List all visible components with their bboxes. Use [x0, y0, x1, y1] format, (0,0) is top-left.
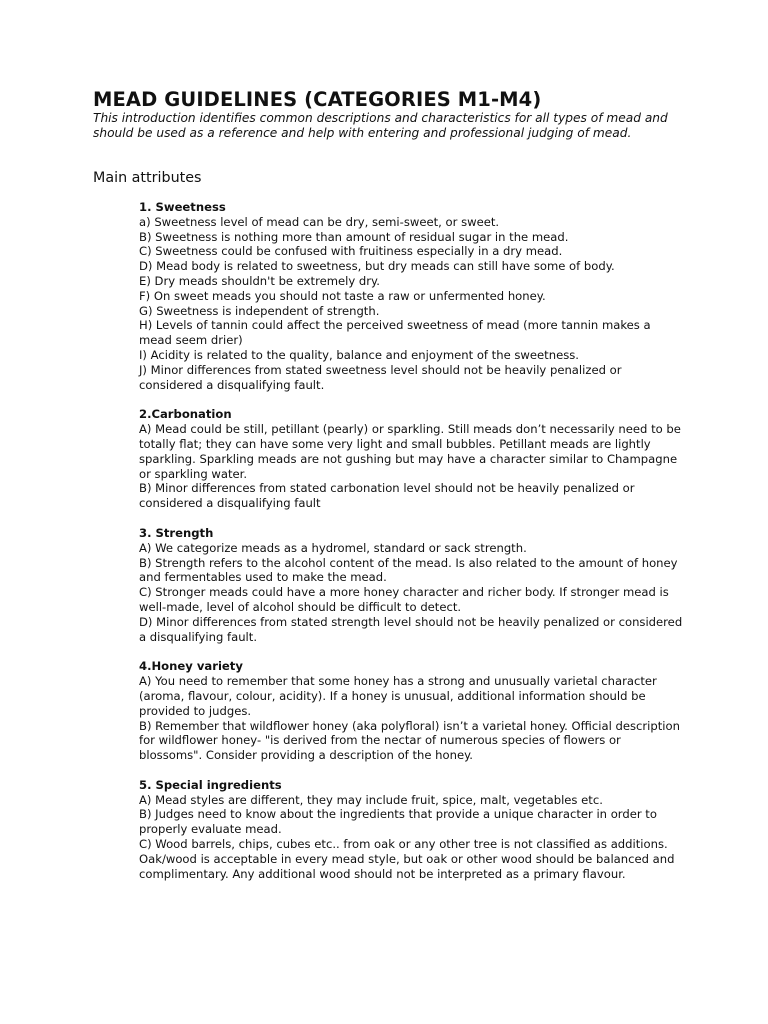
section-item: A) Mead could be still, petillant (pearly) or sparkling. Still meads don’t necessarily need to be totally flat; they can have some very light and small bubbles. Petillant meads are lightly sparkling. Sparkling meads are not gushing but may have a character similar to Champagne or sparkling water. — [139, 422, 681, 481]
section-heading: 4.Honey variety — [139, 659, 243, 674]
section-heading: 3. Strength — [139, 525, 214, 540]
attribute-section — [139, 778, 684, 882]
section-item: H) Levels of tannin could affect the perceived sweetness of mead (more tannin makes a mead seem drier) — [139, 318, 651, 348]
main-attributes-heading: Main attributes — [93, 170, 202, 186]
section-item: G) Sweetness is independent of strength. — [139, 303, 380, 318]
section-item: E) Dry meads shouldn't be extremely dry. — [139, 273, 380, 288]
section-item: a) Sweetness level of mead can be dry, semi-sweet, or sweet. — [139, 214, 500, 229]
section-item: F) On sweet meads you should not taste a raw or unfermented honey. — [139, 288, 546, 303]
section-item: A) You need to remember that some honey has a strong and unusually varietal character (aroma, flavour, colour, acidity). If a honey is unusual, additional information should be provided to judges. — [139, 674, 657, 718]
section-item: D) Minor differences from stated strength level should not be heavily penalized or considered a disqualifying fault. — [139, 614, 683, 644]
section-item: B) Minor differences from stated carbonation level should not be heavily penalized or considered a disqualifying fault — [139, 481, 635, 511]
section-item: C) Stronger meads could have a more honey character and richer body. If stronger mead is well-made, level of alcohol should be difficult to detect. — [139, 585, 669, 614]
section-item: I) Acidity is related to the quality, balance and enjoyment of the sweetness. — [139, 347, 579, 362]
section-item: B) Strength refers to the alcohol content of the mead. Is also related to the amount of honey and fermentables used to make the mead. — [139, 555, 678, 585]
section-item: A) Mead styles are different, they may include fruit, spice, malt, vegetables etc. — [139, 792, 603, 807]
section-item: B) Remember that wildflower honey (aka polyfloral) isn’t a varietal honey. Official description for wildflower honey- "is derived from the nectar of numerous species of flowers or blossoms". Consider providing a description of the honey. — [139, 718, 680, 763]
section-item: A) We categorize meads as a hydromel, standard or sack strength. — [139, 540, 527, 555]
section-heading: 1. Sweetness — [139, 200, 226, 214]
section-heading: 5. Special ingredients — [139, 777, 282, 792]
attribute-section — [139, 407, 684, 511]
attribute-sections — [139, 200, 684, 896]
section-heading: 2.Carbonation — [139, 407, 232, 422]
section-item: B) Sweetness is nothing more than amount of residual sugar in the mead. — [139, 229, 569, 244]
attribute-section — [139, 659, 684, 763]
attribute-section — [139, 200, 684, 392]
section-item: B) Judges need to know about the ingredients that provide a unique character in order to properly evaluate mead. — [139, 807, 657, 837]
section-item: C) Sweetness could be confused with fruitiness especially in a dry mead. — [139, 244, 563, 259]
document-title: MEAD GUIDELINES (CATEGORIES M1-M4) — [93, 88, 542, 111]
section-item: D) Mead body is related to sweetness, but dry meads can still have some of body. — [139, 259, 615, 274]
attribute-section — [139, 526, 684, 644]
section-item: J) Minor differences from stated sweetness level should not be heavily penalized or considered a disqualifying fault. — [139, 362, 622, 392]
document-intro: This introduction identifies common descriptions and characteristics for all types of mead and should be used as a reference and help with entering and professional judging of mead. — [93, 111, 668, 140]
section-item: C) Wood barrels, chips, cubes etc.. from oak or any other tree is not classified as additions. Oak/wood is acceptable in every mead style, but oak or other wood should be balanced and complimentary. Any additional wood should not be interpreted as a primary flavour. — [139, 837, 675, 881]
